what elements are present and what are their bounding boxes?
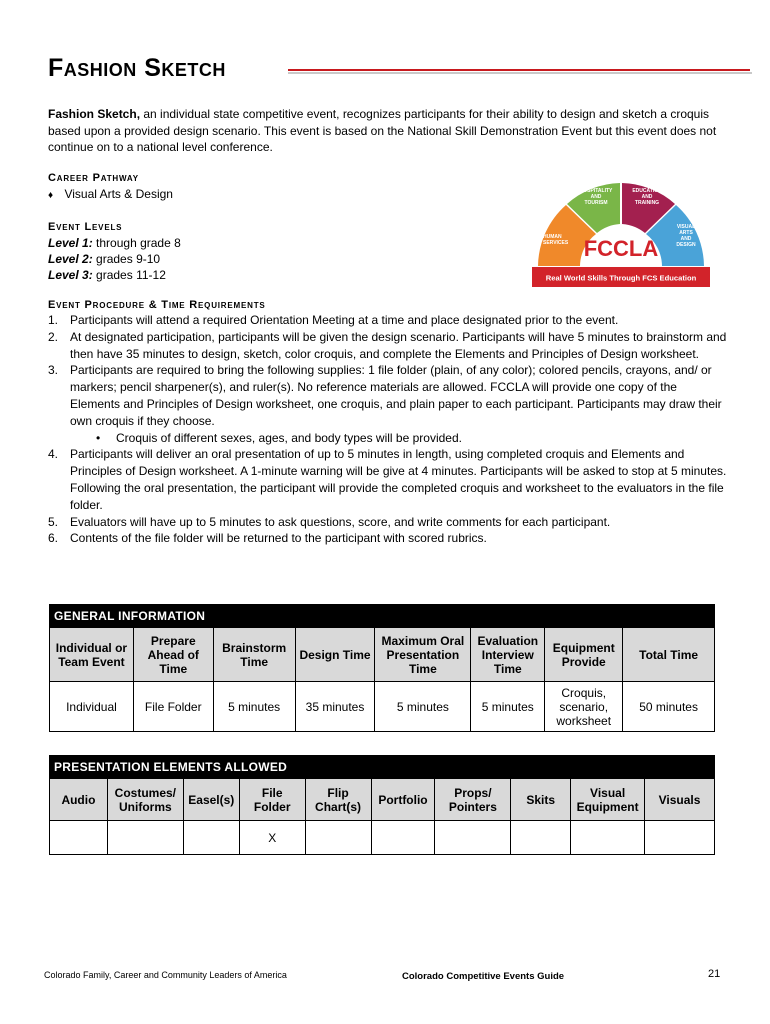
gi-header: Evaluation Interview Time	[471, 628, 545, 682]
procedure-item-2	[48, 329, 728, 363]
gi-header: Total Time	[623, 628, 715, 682]
gi-header: Individual or Team Event	[50, 628, 134, 682]
procedure-text: Contents of the file folder will be returned to the participant with scored rubrics.	[70, 531, 487, 546]
title-rule	[288, 69, 750, 71]
intro-text: an individual state competitive event, recognizes participants for their ability to design and sketch a croquis based upon a provided design scenario. This event is based on the National Skill Demonstration Event but this event does not continue on to a national level conference.	[48, 107, 717, 155]
career-pathway-heading: Career Pathway	[48, 172, 139, 184]
pe-cell	[435, 821, 511, 855]
procedure-num: 4.	[48, 447, 59, 462]
procedure-text: Participants will attend a required Orientation Meeting at a time and place designated prior to the event.	[70, 313, 619, 327]
procedure-num: 1.	[48, 313, 59, 327]
logo-label-education: EDUCATION AND TRAINING	[632, 188, 662, 206]
pe-header: Visuals	[645, 779, 715, 821]
pe-cell	[107, 821, 183, 855]
intro-paragraph	[48, 106, 728, 156]
procedure-num: 3.	[48, 363, 59, 378]
pe-header: Skits	[511, 779, 571, 821]
gi-header: Prepare Ahead of Time	[133, 628, 213, 682]
general-information-table	[49, 604, 715, 732]
pe-cell	[50, 821, 108, 855]
footer-organization: Colorado Family, Career and Community Leaders of America	[44, 970, 287, 980]
procedure-text: At designated participation, participants will be given the design scenario. Participants will have 5 minutes to brainstorm and then have 35 minutes to design, sketch, color croquis, and complete the Elements and Principles of Design worksheet.	[70, 329, 727, 361]
logo-label-visual-arts: VISUAL ARTS AND DESIGN	[676, 224, 696, 248]
procedure-item-5	[48, 514, 728, 531]
gi-cell: 5 minutes	[213, 682, 295, 732]
procedure-text: Participants will deliver an oral presentation of up to 5 minutes in length, using completed croquis and Elements and Principles of Design worksheet. A 1-minute warning will be give at 4 minutes. Participants will be asked to stop at 5 minutes. Following the oral presentation, the participant will provide the completed croquis and worksheet to the evaluators in the file folder.	[70, 447, 727, 512]
level-3	[48, 267, 166, 283]
pe-header: Visual Equipment	[571, 779, 645, 821]
pe-header: Portfolio	[371, 779, 435, 821]
procedure-num: 2.	[48, 329, 59, 344]
gi-cell: Croquis, scenario, worksheet	[545, 682, 623, 732]
gi-cell: 5 minutes	[471, 682, 545, 732]
level-2-label: Level 2:	[48, 252, 93, 266]
pe-header: Easel(s)	[183, 779, 239, 821]
pe-header: Flip Chart(s)	[305, 779, 371, 821]
gi-cell: Individual	[50, 682, 134, 732]
logo-label-hospitality: HOSPITALITY AND TOURISM	[579, 188, 613, 206]
procedure-item-6	[48, 530, 728, 547]
procedure-sub-text: Croquis of different sexes, ages, and body types will be provided.	[116, 430, 462, 445]
intro-bold: Fashion Sketch,	[48, 107, 141, 121]
pe-cell: X	[239, 821, 305, 855]
presentation-elements-table	[49, 755, 715, 855]
level-1	[48, 235, 181, 251]
procedure-item-1	[48, 312, 728, 329]
gi-cell: 50 minutes	[623, 682, 715, 732]
page-number: 21	[708, 968, 721, 980]
procedure-num: 5.	[48, 514, 59, 529]
level-2	[48, 251, 160, 267]
title-rule-shadow	[288, 72, 752, 74]
pe-header: Props/ Pointers	[435, 779, 511, 821]
gi-cell: File Folder	[133, 682, 213, 732]
procedure-item-3	[48, 362, 728, 429]
logo-tagline: Real World Skills Through FCS Education	[545, 273, 697, 283]
page-title: Fashion Sketch	[48, 54, 226, 82]
gi-header: Maximum Oral Presentation Time	[375, 628, 471, 682]
pe-cell	[305, 821, 371, 855]
gi-header: Equipment Provide	[545, 628, 623, 682]
level-1-value: through grade 8	[92, 236, 181, 250]
career-pathway-item	[48, 186, 173, 204]
gi-header: Design Time	[295, 628, 375, 682]
gi-cell: 35 minutes	[295, 682, 375, 732]
logo-brand: FCCLA	[583, 236, 659, 261]
pe-cell	[645, 821, 715, 855]
procedure-sub-item	[48, 430, 728, 447]
level-3-label: Level 3:	[48, 268, 93, 282]
diamond-bullet-icon: ♦	[48, 190, 54, 201]
pe-header: File Folder	[239, 779, 305, 821]
pe-cell	[371, 821, 435, 855]
general-information-title: GENERAL INFORMATION	[50, 605, 715, 628]
pe-cell	[183, 821, 239, 855]
pe-cell	[571, 821, 645, 855]
title-row	[48, 54, 738, 84]
procedure-list	[48, 312, 728, 547]
procedure-text: Evaluators will have up to 5 minutes to ask questions, score, and write comments for each participant.	[70, 514, 611, 529]
event-levels-heading: Event Levels	[48, 221, 123, 233]
career-pathway-text: Visual Arts & Design	[64, 187, 173, 201]
gi-header: Brainstorm Time	[213, 628, 295, 682]
pe-header: Audio	[50, 779, 108, 821]
bullet-icon: •	[96, 430, 101, 445]
level-2-value: grades 9-10	[92, 252, 161, 266]
procedure-num: 6.	[48, 531, 59, 546]
pe-header: Costumes/ Uniforms	[107, 779, 183, 821]
footer-guide-title: Colorado Competitive Events Guide	[402, 971, 565, 982]
logo-label-human-services: HUMAN SERVICES	[543, 234, 569, 246]
presentation-elements-title: PRESENTATION ELEMENTS ALLOWED	[50, 756, 715, 779]
pe-cell	[511, 821, 571, 855]
procedure-heading: Event Procedure & Time Requirements	[48, 299, 266, 311]
gi-cell: 5 minutes	[375, 682, 471, 732]
level-1-label: Level 1:	[48, 236, 93, 250]
fccla-logo	[530, 162, 712, 288]
procedure-text: Participants are required to bring the following supplies: 1 file folder (plain, of any color); colored pencils, crayons, and/ or markers; pencil sharpener(s), and ruler(s). No reference materials are allowed. FCCLA will provide one copy of the Elements and Principles of Design worksheet, one croquis, and plain paper to each participant. Participants may draw their own croquis if they choose.	[70, 363, 722, 428]
procedure-item-4	[48, 446, 728, 513]
level-3-value: grades 11-12	[92, 268, 166, 282]
